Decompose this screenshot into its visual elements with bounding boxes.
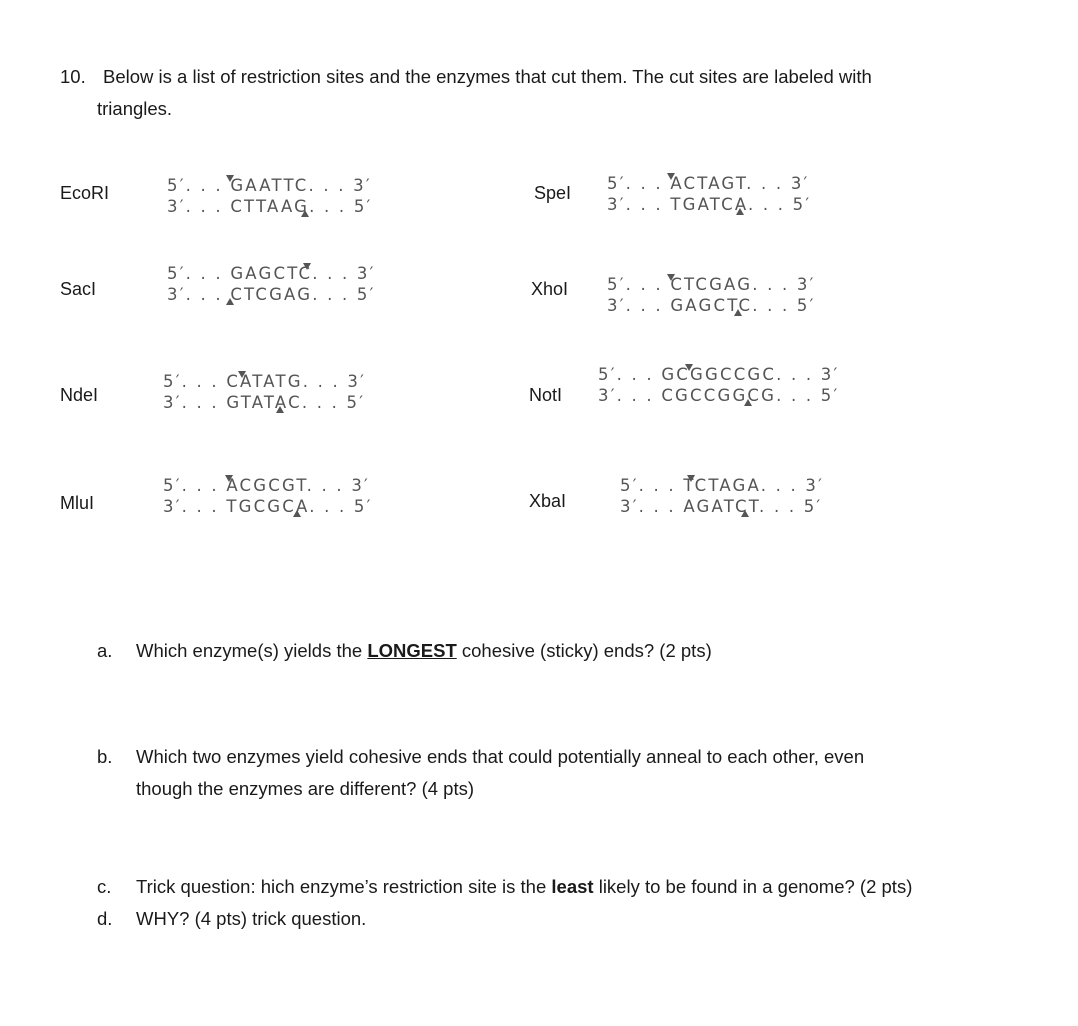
part-a-text: [136, 635, 712, 667]
cut-triangle-bottom-icon: [736, 208, 744, 215]
part-a-pre: Which enzyme(s) yields the: [136, 640, 368, 661]
cut-triangle-top-icon: [238, 371, 246, 378]
enzyme-name-xhoi: XhoI: [531, 279, 569, 299]
spei-top-strand: 5′. . . ACTAGT. . . 3′: [607, 174, 810, 193]
xhoi-top-strand: 5′. . . CTCGAG. . . 3′: [607, 275, 816, 294]
enzyme-site-xhoi: [607, 274, 816, 316]
part-b-label: b.: [97, 746, 113, 767]
cut-triangle-bottom-icon: [301, 210, 309, 217]
enzyme-name-saci: SacI: [60, 279, 97, 299]
cut-triangle-top-icon: [225, 475, 233, 482]
cut-triangle-bottom-icon: [293, 510, 301, 517]
part-c-post: likely to be found in a genome? (2 pts): [593, 876, 913, 897]
mlui-top-strand: 5′. . . ACGCGT. . . 3′: [163, 476, 370, 495]
part-b-line1: Which two enzymes yield cohesive ends that could potentially anneal to each other, even: [136, 746, 865, 767]
question-text-line2: triangles.: [97, 98, 173, 119]
saci-bottom-strand: 3′. . . CTCGAG. . . 5′: [167, 285, 376, 304]
enzyme-site-spei: [607, 173, 811, 215]
cut-triangle-bottom-icon: [276, 406, 284, 413]
part-c-label: c.: [97, 876, 112, 897]
xbai-bottom-strand: 3′. . . AGATCT. . . 5′: [620, 497, 823, 516]
ndei-top-strand: 5′. . . CATATG. . . 3′: [163, 372, 367, 391]
cut-triangle-top-icon: [687, 475, 695, 482]
enzyme-name-noti: NotI: [529, 385, 563, 405]
enzyme-site-ndei: [163, 371, 366, 413]
part-a-label: a.: [97, 640, 113, 661]
xbai-top-strand: 5′. . . TCTAGA. . . 3′: [620, 476, 825, 495]
cut-triangle-top-icon: [667, 173, 675, 180]
enzyme-site-saci: [167, 263, 376, 305]
ecori-bottom-strand: 3′. . . CTTAAG. . . 5′: [167, 197, 373, 216]
noti-bottom-strand: 3′. . . CGCCGGCG. . . 5′: [598, 386, 840, 405]
part-d-text: WHY? (4 pts) trick question.: [136, 908, 367, 929]
enzyme-site-xbai: [620, 475, 824, 517]
question-number: 10.: [60, 66, 86, 87]
part-c-emphasis: least: [551, 876, 594, 897]
cut-triangle-top-icon: [303, 263, 311, 270]
cut-triangle-bottom-icon: [741, 510, 749, 517]
cut-triangle-bottom-icon: [734, 309, 742, 316]
noti-top-strand: 5′. . . GCGGCCGC. . . 3′: [598, 365, 840, 384]
enzyme-name-ndei: NdeI: [60, 385, 99, 405]
saci-top-strand: 5′. . . GAGCTC. . . 3′: [167, 264, 376, 283]
xhoi-bottom-strand: 3′. . . GAGCTC. . . 5′: [607, 296, 816, 315]
enzyme-name-ecori: EcoRI: [60, 183, 110, 203]
enzyme-site-ecori: [167, 175, 372, 217]
enzyme-site-noti: [598, 364, 839, 406]
part-d-label: d.: [97, 908, 113, 929]
part-c-pre: Trick question: hich enzyme’s restriction site is the: [136, 876, 552, 897]
cut-triangle-bottom-icon: [744, 399, 752, 406]
enzyme-site-mlui: [163, 475, 373, 517]
part-c-text: [136, 871, 912, 903]
spei-bottom-strand: 3′. . . TGATCA. . . 5′: [607, 195, 812, 214]
ndei-bottom-strand: 3′. . . GTATAC. . . 5′: [163, 393, 366, 412]
part-a-emphasis: LONGEST: [367, 640, 457, 661]
enzyme-name-mlui: MluI: [60, 493, 95, 513]
part-a-post: cohesive (sticky) ends? (2 pts): [456, 640, 712, 661]
question-text-line1: Below is a list of restriction sites and the enzymes that cut them. The cut sites are labeled with: [103, 66, 872, 87]
cut-triangle-top-icon: [685, 364, 693, 371]
mlui-bottom-strand: 3′. . . TGCGCA. . . 5′: [163, 497, 373, 516]
enzyme-name-xbai: XbaI: [529, 491, 567, 511]
cut-triangle-top-icon: [226, 175, 234, 182]
cut-triangle-top-icon: [667, 274, 675, 281]
ecori-top-strand: 5′. . . GAATTC. . . 3′: [167, 176, 372, 195]
cut-triangle-bottom-icon: [226, 298, 234, 305]
part-b-line2: though the enzymes are different? (4 pts): [136, 778, 474, 799]
enzyme-name-spei: SpeI: [534, 183, 572, 203]
